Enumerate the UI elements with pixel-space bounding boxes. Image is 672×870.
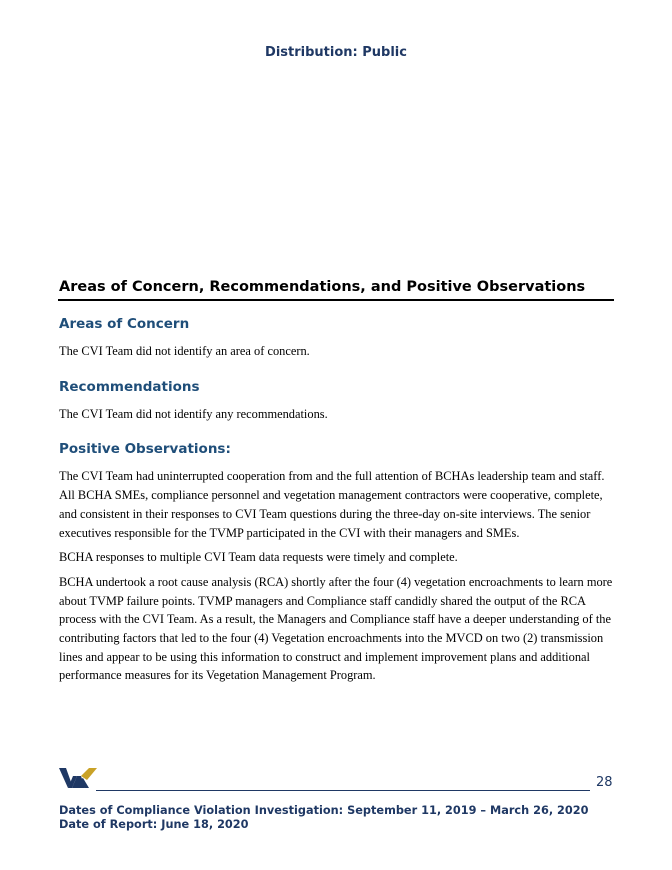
- footer-divider: [96, 790, 590, 791]
- report-date: Date of Report: June 18, 2020: [59, 818, 249, 831]
- recommendations-text: The CVI Team did not identify any recommendations.: [59, 406, 328, 421]
- wecc-logo-icon: [59, 766, 97, 790]
- areas-of-concern-heading: Areas of Concern: [59, 316, 190, 332]
- section-divider: [58, 299, 614, 301]
- page-number: 28: [596, 775, 613, 790]
- investigation-dates: Dates of Compliance Violation Investigation: September 11, 2019 – March 26, 2020: [59, 804, 589, 817]
- positive-observations-paragraph-1: The CVI Team had uninterrupted cooperation from and the full attention of BCHAs leadership team and staff. All BCHA SMEs, compliance personnel and vegetation management contractors were cooperative, complete, and consistent in their responses to CVI Team questions during the three-day on-site interviews. The senior executives responsible for the TVMP participated in the CVI with their managers and SMEs.: [59, 469, 605, 540]
- section-title: Areas of Concern, Recommendations, and Positive Observations: [59, 279, 586, 295]
- report-body: [59, 316, 614, 691]
- recommendations-heading: Recommendations: [59, 378, 200, 395]
- positive-observations-heading: Positive Observations:: [59, 441, 231, 458]
- areas-of-concern-text: The CVI Team did not identify an area of concern.: [59, 344, 310, 358]
- distribution-label: Distribution: Public: [265, 45, 407, 60]
- positive-observations-paragraph-3: BCHA undertook a root cause analysis (RCA) shortly after the four (4) vegetation encroachments to learn more about TVMP failure points. TVMP managers and Compliance staff candidly shared the output of the RCA process with the CVI Team. As a result, the Managers and Compliance staff have a deeper understanding of the contributing factors that led to the four (4) Vegetation encroachments into the MVCD on two (2) transmission lines and appear to be using this information to construct and implement improvement plans and additional performance measures for its Vegetation Management Program.: [59, 574, 613, 683]
- positive-observations-paragraph-2: BCHA responses to multiple CVI Team data requests were timely and complete.: [59, 550, 458, 565]
